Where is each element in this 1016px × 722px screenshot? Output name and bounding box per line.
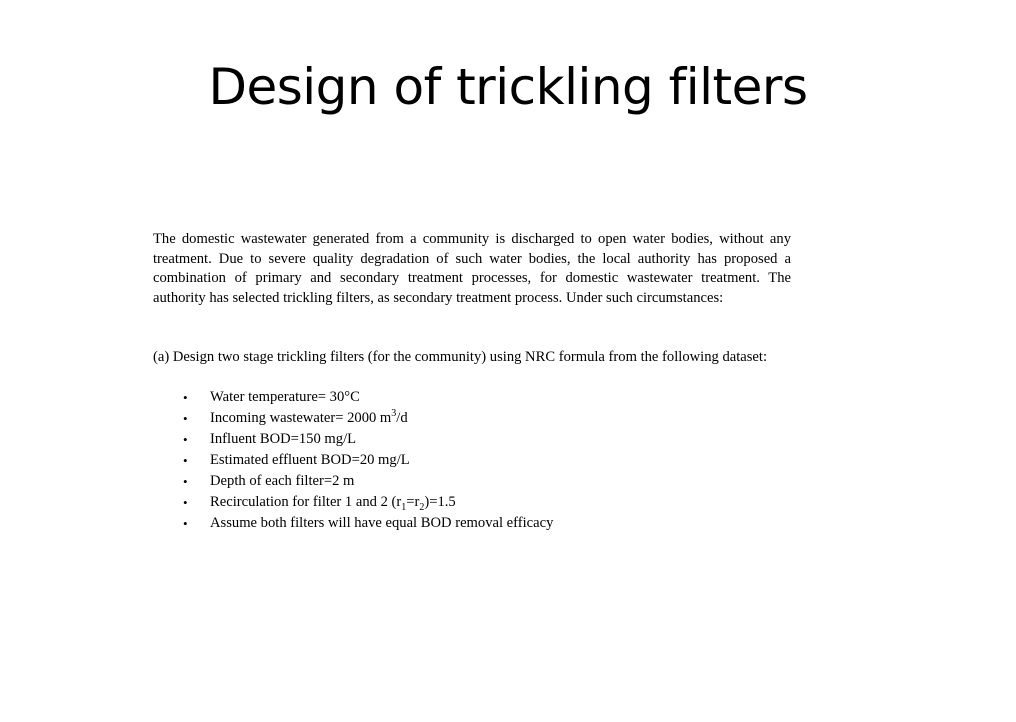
subscript: 2 (419, 501, 425, 513)
item-text: Recirculation for filter 1 and 2 $(r_1=r_2)=1.5$ (210, 493, 456, 513)
subscript: 1 (401, 501, 407, 513)
bullet-icon: • (183, 452, 188, 468)
item-text: Water temperature= 30°C (210, 388, 360, 405)
item-text: Assume both filters will have equal BOD removal efficacy (210, 514, 554, 531)
item-text: Incoming wastewater= 2000 $m^3/d$ (210, 407, 408, 426)
list-item-incoming-wastewater (153, 408, 791, 429)
item-text: Influent BOD=150 mg/L (210, 430, 357, 447)
list-item-recirculation (153, 492, 791, 513)
slide-title: Design of trickling filters (208, 58, 808, 116)
list-item-water-temperature (153, 387, 791, 408)
list-item-effluent-bod (153, 450, 791, 471)
superscript: 3 (391, 407, 397, 419)
problem-statement (153, 230, 791, 534)
bullet-icon: • (183, 515, 188, 531)
bullet-icon: • (183, 473, 188, 489)
bullet-icon: • (183, 494, 188, 510)
list-item-filter-depth (153, 471, 791, 492)
question-paragraph: (a) Design two stage trickling filters (for the community) using NRC formula from the following dataset: (153, 349, 768, 365)
intro-paragraph: The domestic wastewater generated from a community is discharged to open water bodies, without any treatment. Due to severe quality degradation of such water bodies, the local authority has proposed a combination of primary and secondary treatment processes, for domestic wastewater treatment. The authority has selected trickling filters, as secondary treatment process. Under such circumstances: (153, 231, 791, 306)
bullet-icon: • (183, 389, 188, 405)
bullet-icon: • (183, 431, 188, 447)
list-item-removal-efficacy (153, 513, 791, 534)
item-text: Estimated effluent BOD=20 mg/L (210, 451, 410, 468)
bullet-icon: • (183, 410, 188, 426)
item-text: Depth of each filter=2 m (210, 472, 355, 489)
list-item-influent-bod (153, 429, 791, 450)
dataset-list (153, 387, 791, 534)
